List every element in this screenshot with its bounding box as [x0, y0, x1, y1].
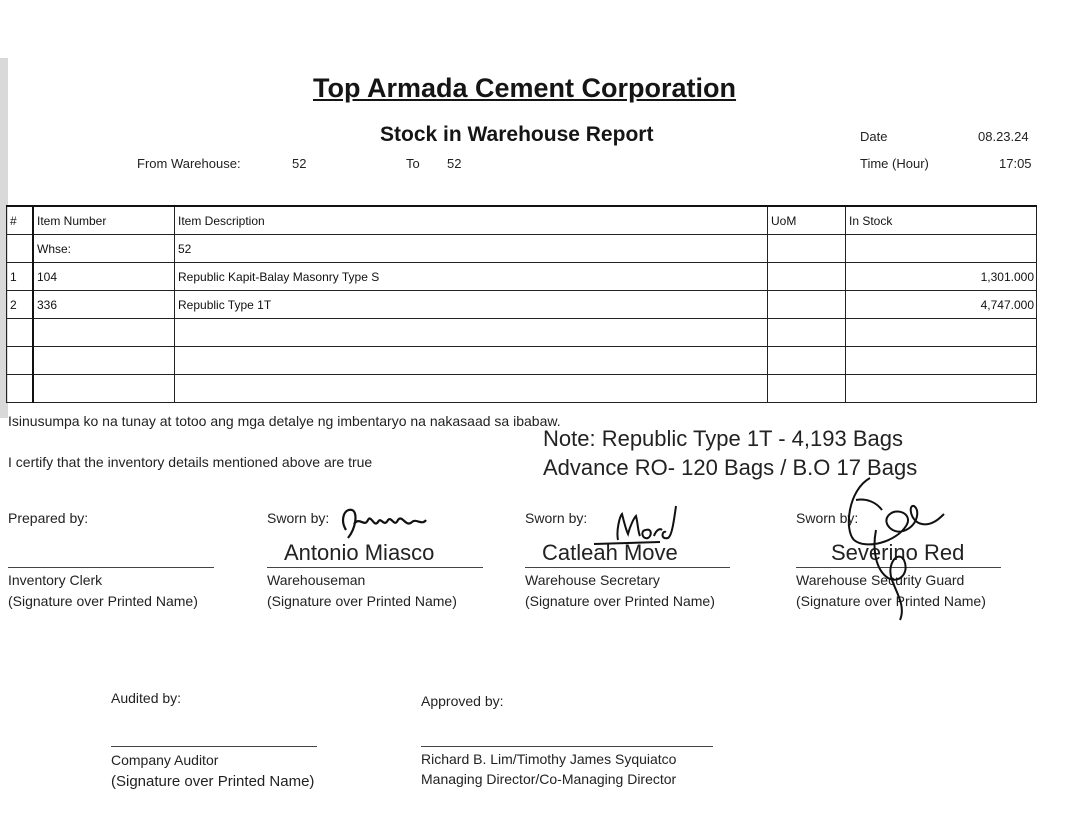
item-stock: 1,301.000 — [846, 263, 1037, 291]
table-cell — [768, 235, 846, 263]
item-uom — [768, 263, 846, 291]
viewer-top-area — [0, 0, 1080, 58]
table-cell — [846, 235, 1037, 263]
prepared-caption: (Signature over Printed Name) — [8, 593, 198, 609]
item-uom — [768, 291, 846, 319]
sworn-by-label: Sworn by: — [267, 510, 330, 526]
handwritten-signature-icon — [590, 500, 690, 550]
auditor-caption: (Signature over Printed Name) — [111, 773, 315, 790]
item-number: 104 — [33, 263, 175, 291]
date-label: Date — [860, 129, 888, 144]
time-label: Time (Hour) — [860, 156, 929, 171]
signature-line — [8, 567, 214, 568]
header-cell: Item Number — [33, 206, 175, 235]
note-line-1: Note: Republic Type 1T - 4,193 Bags — [543, 426, 903, 451]
english-statement: I certify that the inventory details mentioned above are true — [8, 454, 373, 470]
table-row-empty — [7, 319, 1037, 347]
from-warehouse-label: From Warehouse: — [137, 156, 241, 171]
row-number: 1 — [7, 263, 34, 291]
item-description: Republic Kapit-Balay Masonry Type S — [175, 263, 768, 291]
from-warehouse-value: 52 — [292, 156, 307, 171]
table-cell — [7, 235, 34, 263]
table-row — [7, 291, 1037, 319]
sworn-by-label: Sworn by: — [525, 510, 588, 526]
table-row — [7, 263, 1037, 291]
table-row-empty — [7, 375, 1037, 403]
item-description: Republic Type 1T — [175, 291, 768, 319]
handwritten-signature-icon — [836, 470, 946, 630]
approver-name: Richard B. Lim/Timothy James Syquiatco — [421, 751, 677, 767]
inventory-table — [6, 205, 1037, 403]
signature-line — [421, 746, 713, 747]
header-cell: UoM — [768, 206, 846, 235]
report-title: Stock in Warehouse Report — [380, 123, 654, 146]
table-header-row — [7, 206, 1037, 235]
date-value: 08.23.24 — [978, 129, 1029, 144]
item-number: 336 — [33, 291, 175, 319]
row-number: 2 — [7, 291, 34, 319]
guard-name: Severino Red — [831, 540, 965, 565]
time-value: 17:05 — [999, 156, 1032, 171]
item-stock: 4,747.000 — [846, 291, 1037, 319]
warehouseman-role: Warehouseman — [267, 572, 366, 588]
signature-line — [267, 567, 483, 568]
header-cell: # — [7, 206, 34, 235]
sworn-by-label: Sworn by: — [796, 510, 859, 526]
to-warehouse-label: To — [406, 156, 420, 171]
secretary-name: Catleah Move — [542, 540, 678, 565]
table-row-warehouse — [7, 235, 1037, 263]
approved-by-label: Approved by: — [421, 693, 504, 709]
document-page — [0, 58, 1080, 839]
signature-line — [525, 567, 730, 568]
whse-label: Whse: — [33, 235, 175, 263]
secretary-role: Warehouse Secretary — [525, 572, 660, 588]
guard-caption: (Signature over Printed Name) — [796, 593, 986, 609]
handwritten-signature-icon — [338, 502, 430, 542]
secretary-caption: (Signature over Printed Name) — [525, 593, 715, 609]
auditor-role: Company Auditor — [111, 752, 219, 768]
note-line-2: Advance RO- 120 Bags / B.O 17 Bags — [543, 455, 918, 480]
prepared-by-label: Prepared by: — [8, 510, 89, 526]
tagalog-statement: Isinusumpa ko na tunay at totoo ang mga detalye ng imbentaryo na nakasaad sa ibabaw. — [8, 413, 561, 429]
header-cell: Item Description — [175, 206, 768, 235]
header-cell: In Stock — [846, 206, 1037, 235]
guard-role: Warehouse Security Guard — [796, 572, 965, 588]
table-row-empty — [7, 347, 1037, 375]
audited-by-label: Audited by: — [111, 690, 182, 706]
warehouseman-name: Antonio Miasco — [284, 540, 435, 565]
warehouseman-caption: (Signature over Printed Name) — [267, 593, 457, 609]
signature-line — [111, 746, 317, 747]
to-warehouse-value: 52 — [447, 156, 462, 171]
company-name: Top Armada Cement Corporation — [313, 73, 737, 103]
whse-value: 52 — [175, 235, 768, 263]
prepared-role: Inventory Clerk — [8, 572, 103, 588]
approver-role: Managing Director/Co-Managing Director — [421, 771, 677, 787]
